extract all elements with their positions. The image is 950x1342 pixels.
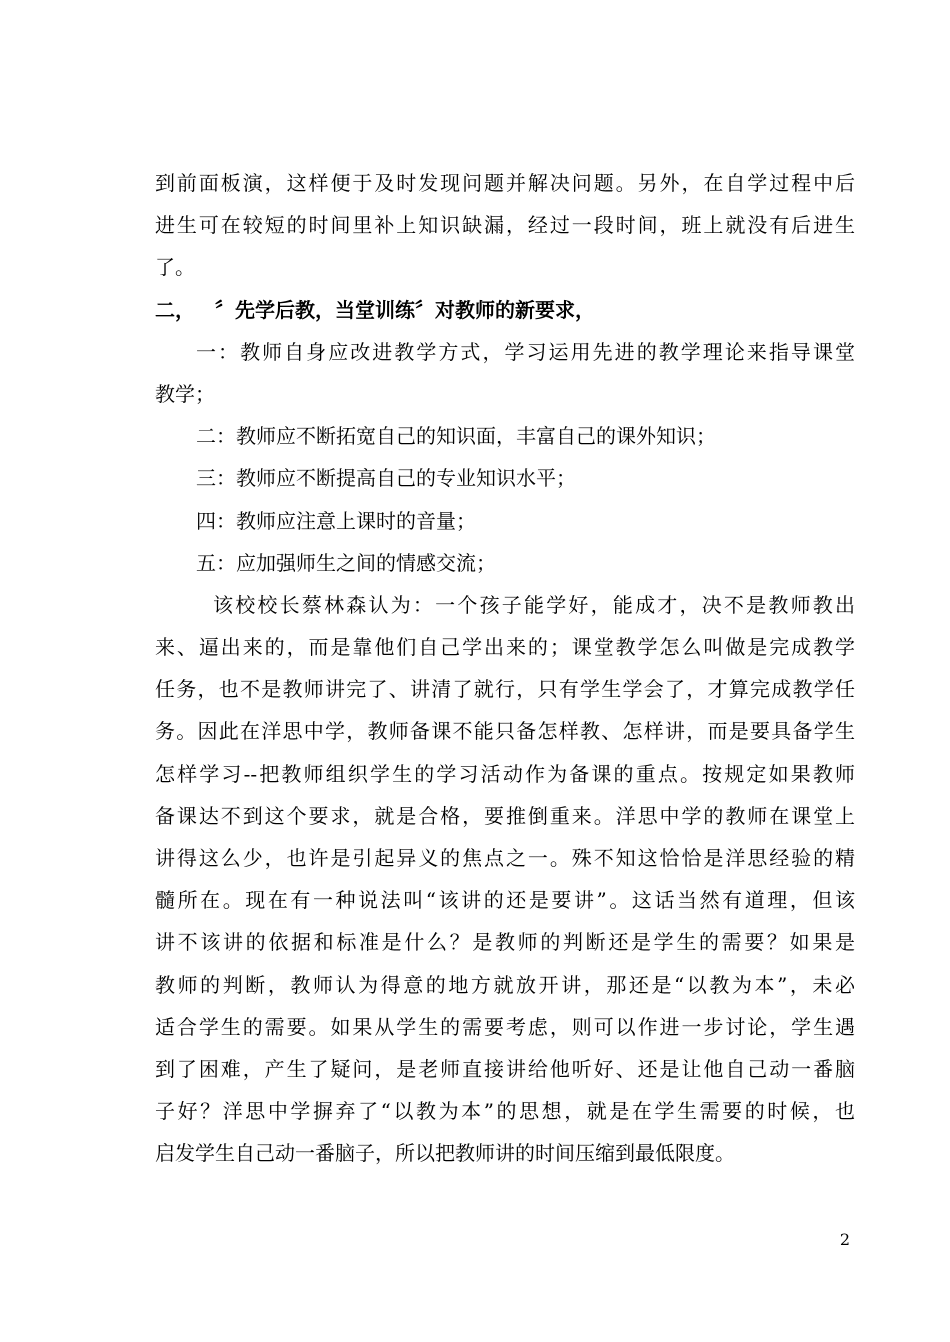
list-item: 三：教师应不断提高自己的专业知识水平； — [196, 466, 576, 491]
body-text — [155, 162, 855, 1175]
list-item-continuation: 教学； — [155, 381, 215, 406]
paragraph-line: 务。因此在洋思中学，教师备课不能只备怎样教、怎样讲，而是要具备学生 — [155, 719, 855, 744]
text-line: 了。 — [155, 255, 195, 280]
list-item: 四：教师应注意上课时的音量； — [196, 508, 476, 533]
paragraph-line: 备课达不到这个要求，就是合格，要推倒重来。洋思中学的教师在课堂上 — [155, 803, 855, 828]
text-line: 进生可在较短的时间里补上知识缺漏，经过一段时间，班上就没有后进生 — [155, 213, 855, 238]
text-line: 到前面板演，这样便于及时发现问题并解决问题。另外，在自学过程中后 — [155, 171, 855, 195]
paragraph-line: 子好？洋思中学摒弃了“以教为本”的思想，就是在学生需要的时候，也 — [155, 1099, 855, 1124]
paragraph-line: 该校校长蔡林森认为：一个孩子能学好，能成才，决不是教师教出 — [213, 592, 855, 617]
section-heading — [155, 289, 855, 331]
section-title: 〞先学后教，当堂训练〞对教师的新要求， — [215, 297, 595, 322]
paragraph-line: 适合学生的需要。如果从学生的需要考虑，则可以作进一步讨论，学生遇 — [155, 1014, 855, 1039]
section-number: 二， — [155, 297, 195, 322]
list-item: 一：教师自身应改进教学方式，学习运用先进的教学理论来指导课堂 — [196, 339, 855, 364]
paragraph-line: 任务，也不是教师讲完了、讲清了就行，只有学生学会了，才算完成教学任 — [155, 677, 855, 702]
page-number: 2 — [839, 1230, 850, 1249]
paragraph-line: 髓所在。现在有一种说法叫“该讲的还是要讲”。这话当然有道理，但该 — [155, 888, 855, 913]
list-item: 二：教师应不断拓宽自己的知识面，丰富自己的课外知识； — [196, 424, 716, 449]
paragraph-line: 到了困难，产生了疑问，是老师直接讲给他听好、还是让他自己动一番脑 — [155, 1056, 855, 1081]
paragraph-line: 讲得这么少，也许是引起异义的焦点之一。殊不知这恰恰是洋思经验的精 — [155, 846, 855, 870]
list-item: 五：应加强师生之间的情感交流； — [196, 550, 496, 575]
paragraph-line: 教师的判断，教师认为得意的地方就放开讲，那还是“以教为本”，未必 — [155, 972, 855, 997]
paragraph-line: 来、逼出来的，而是靠他们自己学出来的；课堂教学怎么叫做是完成教学 — [155, 635, 855, 660]
paragraph-line: 讲不该讲的依据和标准是什么？是教师的判断还是学生的需要？如果是 — [155, 930, 855, 955]
paragraph-line: 启发学生自己动一番脑子，所以把教师讲的时间压缩到最低限度。 — [155, 1141, 735, 1166]
paragraph-line: 怎样学习--把教师组织学生的学习活动作为备课的重点。按规定如果教师 — [155, 761, 855, 786]
